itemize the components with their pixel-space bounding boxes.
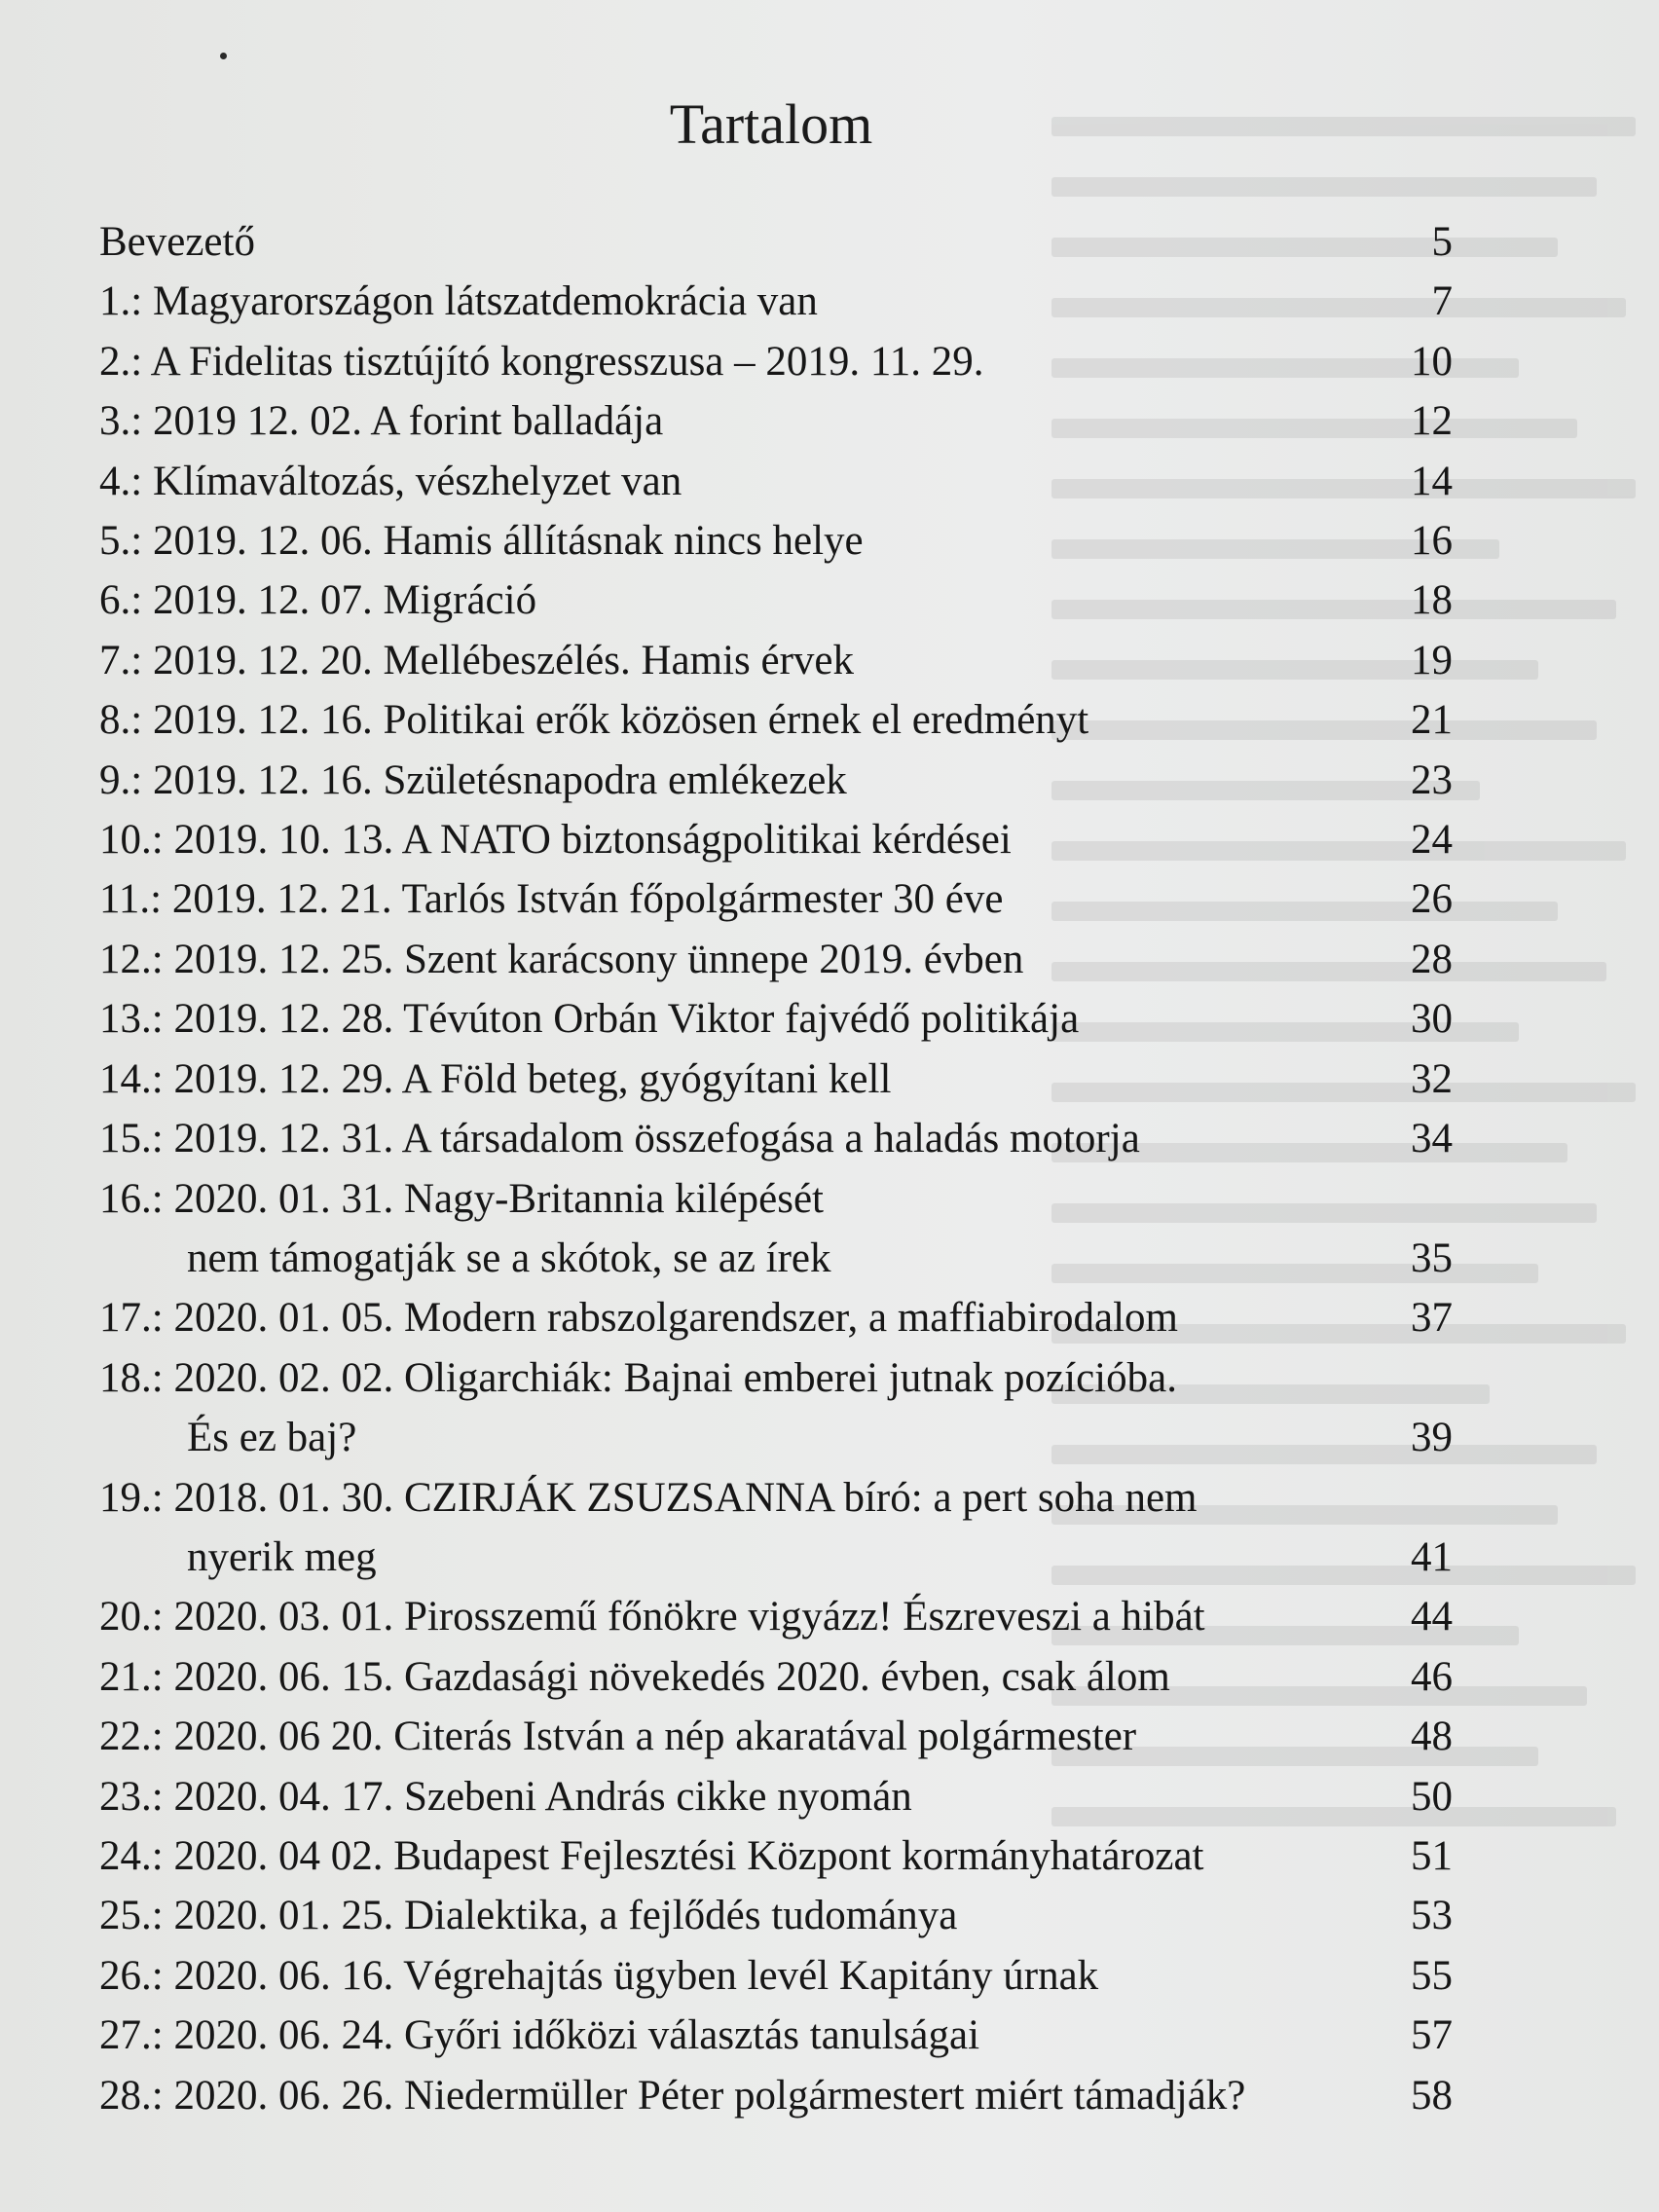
toc-entry: [99, 1288, 1453, 1347]
toc-entry-text: Bevezető: [99, 219, 255, 265]
toc-entry: [99, 2006, 1453, 2065]
toc-entry: [99, 751, 1453, 810]
toc-entry-text: 12.: 2019. 12. 25. Szent karácsony ünnepe 2019. évben: [99, 936, 1024, 982]
toc-entry: [99, 930, 1453, 989]
toc-page-number: 16: [1411, 518, 1453, 565]
toc-entry-title: [99, 1169, 831, 1289]
toc-entry-title: [99, 1946, 1098, 2006]
toc-entry-title: [99, 1288, 1178, 1347]
toc-page-number: 44: [1411, 1594, 1453, 1641]
toc-entry-title: [99, 1826, 1203, 1886]
toc-entry: [99, 1587, 1453, 1646]
toc-entry-text: 3.: 2019 12. 02. A forint balladája: [99, 398, 664, 445]
toc-entry-text: 17.: 2020. 01. 05. Modern rabszolgarendszer, a maffiabirodalom: [99, 1295, 1179, 1342]
toc-entry-text: 19.: 2018. 01. 30. CZIRJÁK ZSUZSANNA bíró: a pert soha nem: [99, 1474, 1198, 1521]
toc-entry: [99, 1826, 1453, 1886]
toc-entry-title: [99, 989, 1079, 1049]
toc-entry-text: 23.: 2020. 04. 17. Szebeni András cikke nyomán: [99, 1773, 912, 1820]
toc-entry-text: 24.: 2020. 04 02. Budapest Fejlesztési Központ kormányhatározat: [99, 1832, 1204, 1879]
toc-entry-title: [99, 1468, 1198, 1588]
toc-entry-text: 15.: 2019. 12. 31. A társadalom összefogása a haladás motorja: [99, 1116, 1140, 1162]
toc-page-number: 19: [1411, 637, 1453, 683]
toc-entry-title: [99, 690, 1088, 750]
toc-entry-text: 26.: 2020. 06. 16. Végrehajtás ügyben levél Kapitány úrnak: [99, 1952, 1099, 1999]
toc-entry-text: 21.: 2020. 06. 15. Gazdasági növekedés 2020. évben, csak álom: [99, 1653, 1170, 1700]
toc-entry-text: 20.: 2020. 03. 01. Pirosszemű főnökre vigyázz! Észreveszi a hibát: [99, 1594, 1205, 1641]
toc-page-number: 37: [1411, 1295, 1453, 1342]
toc-entry-title: [99, 1886, 957, 1945]
toc-entry: [99, 1169, 1453, 1289]
toc-page-number: 46: [1411, 1653, 1453, 1700]
toc-entry-title: [99, 1647, 1170, 1707]
toc-page-number: 12: [1411, 398, 1453, 445]
toc-entry-text: 8.: 2019. 12. 16. Politikai erők közösen érnek el eredményt: [99, 697, 1089, 744]
toc-entry-title: [99, 511, 864, 571]
toc-page-number: 35: [1411, 1235, 1453, 1281]
toc-page-number: 24: [1411, 817, 1453, 864]
toc-entry-title: [99, 212, 255, 272]
toc-entry: [99, 452, 1453, 511]
toc-entry: [99, 989, 1453, 1049]
toc-entry-text: 14.: 2019. 12. 29. A Föld beteg, gyógyítani kell: [99, 1055, 892, 1102]
toc-entry: [99, 631, 1453, 690]
toc-entry-text: 11.: 2019. 12. 21. Tarlós István főpolgármester 30 éve: [99, 876, 1004, 923]
toc-entry: [99, 1109, 1453, 1168]
toc-page-number: 7: [1431, 278, 1453, 325]
toc-entry-text: 2.: A Fidelitas tisztújító kongresszusa – 2019. 11. 29.: [99, 338, 984, 385]
toc-entry-title: [99, 571, 536, 630]
toc-entry: [99, 1468, 1453, 1588]
toc-entry: [99, 511, 1453, 571]
toc-page-number: 51: [1411, 1832, 1453, 1879]
toc-page-number: 53: [1411, 1893, 1453, 1939]
toc-entry: [99, 1886, 1453, 1945]
toc-entry-title: [99, 1109, 1140, 1168]
toc-entry-text-continued: nyerik meg: [187, 1533, 377, 1580]
toc-entry-title: [99, 631, 854, 690]
toc-entry: [99, 810, 1453, 869]
toc-entry: [99, 332, 1453, 391]
toc-entry: [99, 1767, 1453, 1826]
toc-page-number: 39: [1411, 1415, 1453, 1461]
toc-entry: [99, 869, 1453, 929]
toc-entry-text: 13.: 2019. 12. 28. Tévúton Orbán Viktor fajvédő politikája: [99, 996, 1080, 1043]
toc-entry-text: 6.: 2019. 12. 07. Migráció: [99, 577, 537, 624]
page-title: Tartalom: [669, 92, 873, 156]
toc-page-number: 18: [1411, 577, 1453, 624]
toc-page-number: 26: [1411, 876, 1453, 923]
toc-entry-text: 25.: 2020. 01. 25. Dialektika, a fejlődés tudománya: [99, 1893, 958, 1939]
toc-entry-title: [99, 810, 1012, 869]
toc-page-number: 5: [1431, 219, 1453, 265]
toc-page-number: 32: [1411, 1055, 1453, 1102]
toc-entry-title: [99, 1707, 1136, 1766]
toc-entry-title: [99, 452, 682, 511]
toc-page-number: 57: [1411, 2012, 1453, 2059]
toc-page-number: 48: [1411, 1714, 1453, 1760]
toc-entry: [99, 1348, 1453, 1468]
toc-page-number: 58: [1411, 2072, 1453, 2119]
toc-entry-text: 16.: 2020. 01. 31. Nagy-Britannia kilépését: [99, 1175, 824, 1222]
toc-entry-title: [99, 2066, 1245, 2125]
toc-entry: [99, 1946, 1453, 2006]
toc-page-number: 55: [1411, 1952, 1453, 1999]
toc-page-number: 30: [1411, 996, 1453, 1043]
toc-page-number: 21: [1411, 697, 1453, 744]
toc-entry-text: 7.: 2019. 12. 20. Mellébeszélés. Hamis érvek: [99, 637, 855, 683]
toc-entry-text: 4.: Klímaváltozás, vészhelyzet van: [99, 458, 682, 504]
toc-entry-text: 28.: 2020. 06. 26. Niedermüller Péter polgármestert miért támadják?: [99, 2072, 1246, 2119]
toc-entry-title: [99, 930, 1023, 989]
toc-page-number: 50: [1411, 1773, 1453, 1820]
toc-page-number: 34: [1411, 1116, 1453, 1162]
toc-page-number: 41: [1411, 1533, 1453, 1580]
toc-entry-title: [99, 1348, 1177, 1468]
toc-entry: [99, 272, 1453, 331]
toc-entry-text: 18.: 2020. 02. 02. Oligarchiák: Bajnai emberei jutnak pozícióba.: [99, 1354, 1177, 1401]
toc-entry-text: 9.: 2019. 12. 16. Születésnapodra emlékezek: [99, 756, 847, 803]
toc-entry-title: [99, 751, 847, 810]
toc-entry: [99, 1707, 1453, 1766]
toc-entry-text-continued: És ez baj?: [187, 1415, 357, 1461]
ink-speck: [220, 53, 227, 59]
toc-entry-title: [99, 332, 984, 391]
toc-entry: [99, 2066, 1453, 2125]
toc-entry: [99, 1050, 1453, 1109]
toc-page-number: 28: [1411, 936, 1453, 982]
toc-entry-title: [99, 391, 663, 451]
toc-entry: [99, 391, 1453, 451]
toc-page-number: 14: [1411, 458, 1453, 504]
toc-entry: [99, 212, 1453, 272]
toc-entry-text: 27.: 2020. 06. 24. Győri időközi választás tanulságai: [99, 2012, 980, 2059]
toc-entry-title: [99, 869, 1003, 929]
toc-entry-title: [99, 2006, 979, 2065]
toc-entry-text-continued: nem támogatják se a skótok, se az írek: [187, 1235, 831, 1281]
toc-entry: [99, 1647, 1453, 1707]
toc-entry-text: 5.: 2019. 12. 06. Hamis állításnak nincs helye: [99, 518, 864, 565]
toc-entry: [99, 690, 1453, 750]
toc-entry-title: [99, 1587, 1205, 1646]
toc-page-number: 10: [1411, 338, 1453, 385]
toc-entry-title: [99, 272, 818, 331]
toc-entry-text: 1.: Magyarországon látszatdemokrácia van: [99, 278, 818, 325]
toc-entry-text: 10.: 2019. 10. 13. A NATO biztonságpolitikai kérdései: [99, 817, 1012, 864]
toc-entry: [99, 571, 1453, 630]
toc-entry-title: [99, 1767, 912, 1826]
toc-entry-text: 22.: 2020. 06 20. Citerás István a nép akaratával polgármester: [99, 1714, 1137, 1760]
toc-page-number: 23: [1411, 756, 1453, 803]
table-of-contents: [99, 212, 1453, 2125]
toc-entry-title: [99, 1050, 891, 1109]
